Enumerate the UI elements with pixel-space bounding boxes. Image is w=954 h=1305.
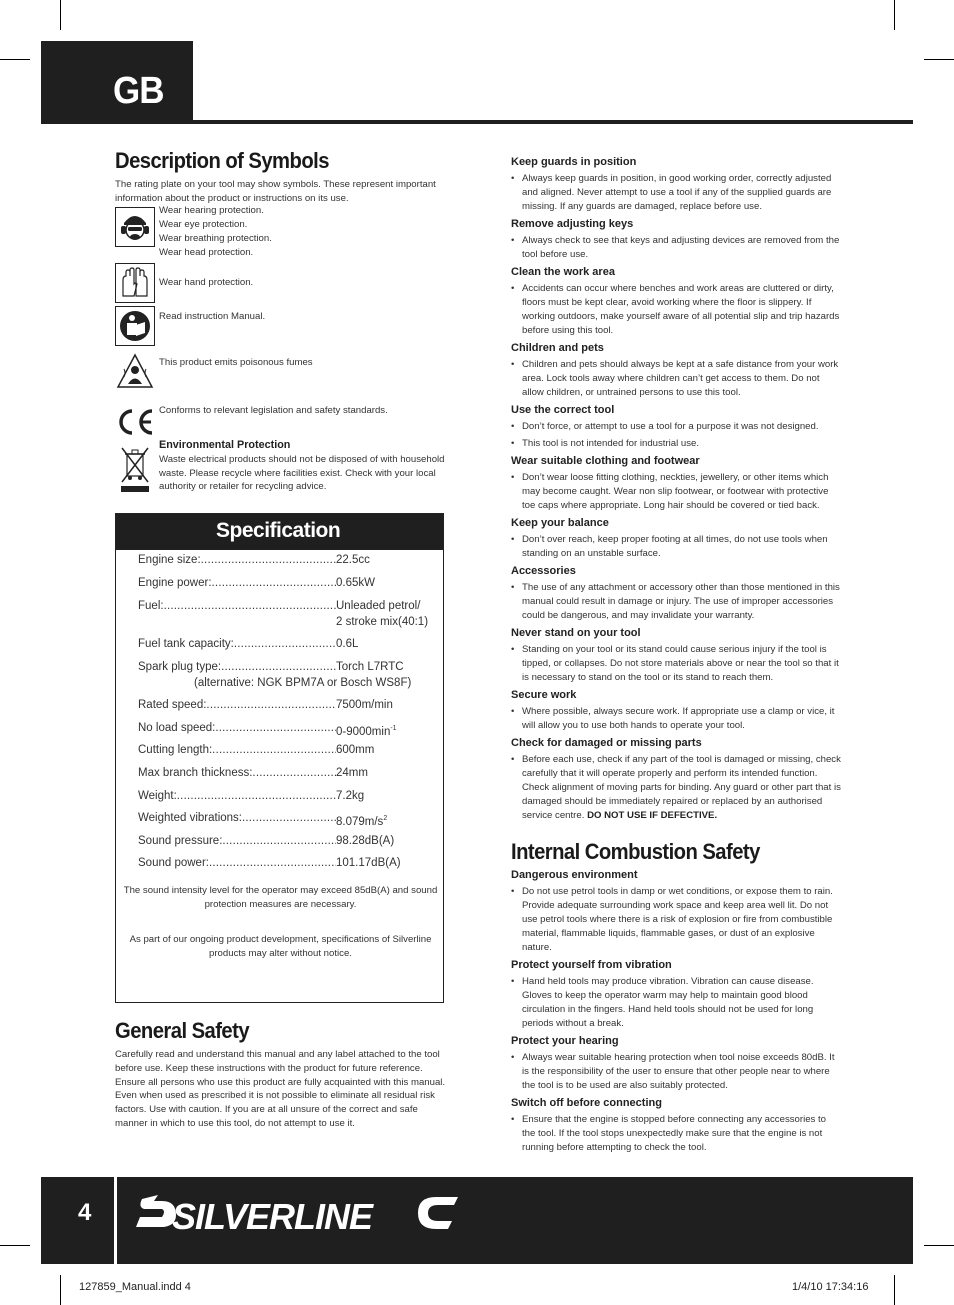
rule-bullet-text: This tool is not intended for industrial use.	[522, 438, 700, 449]
rule-bullet	[511, 437, 841, 451]
spec-row-note: (alternative: NGK BPM7A or Bosch WS8F)	[194, 677, 412, 689]
spec-value	[336, 857, 438, 870]
rule-bullet	[511, 885, 841, 955]
symbol-row-manual	[115, 306, 445, 346]
symbol-line: Read instruction Manual.	[159, 311, 266, 323]
rule-heading: Protect your hearing	[511, 1035, 619, 1047]
spec-label-text: Cutting length:	[138, 744, 213, 756]
symbols-title: Description of Symbols	[115, 148, 329, 173]
crop-mark	[924, 1245, 954, 1246]
crop-mark	[894, 1275, 895, 1305]
spec-label-text: Fuel:	[138, 600, 164, 612]
symbol-line: Wear eye protection.	[159, 219, 248, 231]
leader-dots	[222, 835, 336, 848]
rule-bullet	[511, 1051, 841, 1093]
rule-heading: Keep guards in position	[511, 156, 637, 168]
spec-value-text: Unleaded petrol/	[336, 600, 421, 612]
rule-bullet-text: Always keep guards in position, in good working order, correctly adjusted and aligned. Never attempt to use a tool if any of the supplied guards are missing. If any guards are damaged, replace before use.	[522, 173, 832, 212]
spec-row	[138, 767, 438, 780]
spec-value	[336, 600, 438, 629]
spec-value	[336, 699, 438, 712]
leader-dots	[252, 767, 336, 780]
spec-label-text: Engine power:	[138, 577, 212, 589]
manual-icon	[115, 306, 155, 346]
spec-value	[336, 577, 438, 590]
spec-note-text: The sound intensity level for the operator may exceed 85dB(A) and sound protection measures are necessary.	[123, 885, 438, 910]
leader-dots	[212, 577, 336, 590]
rule-bullet-text: Hand held tools may produce vibration. Vibration can cause disease. Gloves to keep the operator warm may help to maintain good blood circulation in the fingers. Hand held tools should not be used for long periods without a break.	[522, 976, 814, 1029]
rule-bullet-text: Don’t wear loose fitting clothing, neckties, jewellery, or other items which may become caught. Wear non slip footwear, or footwear with protective toe caps where appropriate. Long hair should be covered or tied back.	[522, 472, 829, 511]
rule-warning-text: DO NOT USE IF DEFECTIVE.	[587, 810, 718, 821]
spec-value-superscript: 2	[383, 815, 388, 822]
spec-label-text: Rated speed:	[138, 699, 207, 711]
symbol-line: Wear hearing protection.	[159, 205, 264, 217]
spec-value-text: 101.17dB(A)	[336, 857, 401, 869]
spec-value	[336, 661, 438, 674]
spec-row	[138, 554, 438, 567]
general-safety-section	[115, 1018, 447, 1131]
spec-row	[138, 638, 438, 651]
env-protection-title: Environmental Protection	[159, 439, 291, 452]
rule-heading: Protect yourself from vibration	[511, 959, 672, 971]
spec-label-text: Engine size:	[138, 554, 201, 566]
spec-row	[138, 790, 438, 803]
page-number: 4	[78, 1199, 92, 1226]
rule-bullet	[511, 643, 841, 685]
ppe-head-icon	[115, 207, 155, 247]
leader-dots	[212, 744, 336, 757]
spec-row	[138, 812, 438, 829]
symbol-row-gloves	[115, 263, 445, 303]
footer-divider	[114, 1177, 117, 1264]
symbol-line: Wear head protection.	[159, 247, 254, 259]
spec-value	[336, 790, 438, 803]
spec-label	[138, 857, 336, 870]
rule-bullet	[511, 420, 841, 434]
slug-filename: 127859_Manual.indd 4	[79, 1281, 191, 1293]
rule-heading: Switch off before connecting	[511, 1097, 662, 1109]
spec-value-text: 22.5cc	[336, 554, 370, 566]
leader-dots	[242, 812, 336, 829]
spec-label	[138, 812, 336, 829]
silverline-logo	[136, 1189, 466, 1244]
spec-label	[138, 744, 336, 757]
rule-bullet	[511, 581, 841, 623]
leader-dots	[221, 661, 336, 674]
leader-dots	[209, 857, 336, 870]
spec-label	[138, 577, 336, 590]
spec-row	[138, 699, 438, 712]
rule-bullet	[511, 358, 841, 400]
spec-value-text: 7500m/min	[336, 699, 393, 711]
fumes-icon	[115, 352, 155, 392]
spec-value	[336, 722, 438, 739]
rule-bullet-text: Ensure that the engine is stopped before connecting any accessories to the tool. If the tool stops unexpectedly make sure that the engine is not running before attempting to check the tool.	[522, 1114, 826, 1153]
spec-label	[138, 767, 336, 780]
symbol-row-ppe	[115, 207, 445, 260]
rule-heading: Clean the work area	[511, 266, 615, 278]
spec-label	[138, 722, 336, 739]
rule-bullet	[511, 753, 841, 823]
symbol-row-weee	[115, 441, 445, 495]
rule-bullet	[511, 282, 841, 338]
rule-bullet	[511, 705, 841, 733]
spec-value	[336, 638, 438, 651]
rule-bullet-text: Standing on your tool or its stand could cause serious injury if the tool is tipped, or collapses. Do not store materials above or near the tool so that it is necessary to stand on the tool or its stand to reach them.	[522, 644, 839, 683]
rule-heading: Remove adjusting keys	[511, 218, 634, 230]
symbol-line: Waste electrical products should not be disposed of with household waste. Please recycle where facilities exist. Check with your local authority or retailer for recycling advice.	[159, 454, 445, 493]
rule-heading: Secure work	[511, 689, 577, 701]
rule-bullet	[511, 533, 841, 561]
symbols-section	[115, 148, 445, 495]
specification-title: Specification	[116, 514, 443, 550]
rule-bullet	[511, 975, 841, 1031]
rule-heading: Keep your balance	[511, 517, 609, 529]
symbols-intro: The rating plate on your tool may show symbols. These represent important information about the product or instructions on its use.	[115, 179, 436, 204]
spec-row	[138, 661, 438, 674]
combustion-safety-title: Internal Combustion Safety	[511, 839, 760, 864]
rule-bullet	[511, 172, 841, 214]
spec-value	[336, 812, 438, 829]
crop-mark	[894, 0, 895, 30]
rule-heading: Accessories	[511, 565, 576, 577]
spec-label-text: Spark plug type:	[138, 661, 222, 673]
rule-heading: Use the correct tool	[511, 404, 615, 416]
registered-mark: ®	[448, 1196, 455, 1206]
slug-timestamp: 1/4/10 17:34:16	[792, 1281, 869, 1293]
safety-rules-column	[511, 152, 841, 1155]
symbol-row-ce	[115, 402, 445, 442]
spec-label	[138, 554, 336, 567]
spec-label	[138, 638, 336, 651]
spec-value-text: 600mm	[336, 744, 375, 756]
spec-value-text: 98.28dB(A)	[336, 835, 395, 847]
spec-row	[138, 857, 438, 870]
leader-dots	[201, 554, 336, 567]
leader-dots	[206, 699, 336, 712]
spec-value-text: 24mm	[336, 767, 368, 779]
spec-label-text: Weight:	[138, 790, 177, 802]
general-safety-p2: Even when used as prescribed it is not possible to eliminate all residual risk factors. Use with caution. If you are at all unsure of the correct and safe manner in which to use this tool, do not attempt to use it.	[115, 1090, 435, 1129]
crop-mark	[60, 1275, 61, 1305]
specification-box	[115, 513, 444, 1003]
spec-label	[138, 790, 336, 803]
spec-value-text: 0-9000min	[336, 725, 391, 738]
spec-value	[336, 835, 438, 848]
spec-label	[138, 835, 336, 848]
brand-wordmark: SILVERLINE	[172, 1196, 373, 1237]
rule-bullet-text: Always wear suitable hearing protection when tool noise exceeds 80dB. It is the responsibility of the user to ensure that other people near to where the tool is to be used are also suitably protected.	[522, 1052, 835, 1091]
rule-bullet-text: Don’t force, or attempt to use a tool for a purpose it was not designed.	[522, 421, 819, 432]
rule-bullet-text: Don’t over reach, keep proper footing at all times, do not use tools when standing on an unstable surface.	[522, 534, 828, 559]
spec-label	[138, 661, 336, 674]
general-safety-title: General Safety	[115, 1018, 250, 1043]
spec-label-text: Fuel tank capacity:	[138, 638, 234, 650]
rule-bullet-text: Accidents can occur where benches and work areas are cluttered or dirty, floors must be kept clear, avoid working where the floor is slippery. If working outdoors, make yourself aware of all potential slip and trip hazards before using this tool.	[522, 283, 840, 336]
spec-value-line2: 2 stroke mix(40:1)	[336, 616, 429, 628]
rule-bullet-text: Where possible, always secure work. If appropriate use a clamp or vice, it will allow you to use both hands to operate your tool.	[522, 706, 835, 731]
spec-value-text: 0.65kW	[336, 577, 375, 589]
spec-value-superscript: -1	[390, 725, 397, 732]
footer-bar	[41, 1177, 913, 1264]
rule-heading: Check for damaged or missing parts	[511, 737, 702, 749]
rule-bullet-text: Do not use petrol tools in damp or wet conditions, or expose them to rain. Provide adequate surrounding work space and keep area well lit. Do not use petrol tools where there is a risk of explosion or fire from combustible material, flammable liquids, flammable gases, or dust of an explosive nature.	[522, 886, 833, 953]
spec-value-text: 8.079m/s	[336, 815, 384, 828]
spec-row	[138, 722, 438, 739]
leader-dots	[234, 638, 336, 651]
rule-heading: Never stand on your tool	[511, 627, 641, 639]
spec-value	[336, 744, 438, 757]
spec-label-text: Weighted vibrations:	[138, 812, 242, 824]
rule-bullet	[511, 234, 841, 262]
spec-value-text: Torch L7RTC	[336, 661, 404, 673]
spec-note-text: As part of our ongoing product development, specifications of Silverline products may alter without notice.	[129, 934, 432, 959]
weee-bin-icon	[115, 441, 155, 495]
rule-heading: Dangerous environment	[511, 869, 638, 881]
rule-bullet-text: Children and pets should always be kept at a safe distance from your work area. Lock tools away where children can’t get access to them. Do not allow children, or untrained persons to use this tool.	[522, 359, 839, 398]
header-rule	[41, 120, 913, 124]
crop-mark	[0, 1245, 30, 1246]
spec-label-text: Sound pressure:	[138, 835, 223, 847]
spec-label-text: Max branch thickness:	[138, 767, 253, 779]
rule-heading: Children and pets	[511, 342, 604, 354]
spec-label-text: No load speed:	[138, 722, 216, 734]
ce-mark-icon	[115, 402, 155, 442]
rule-bullet	[511, 1113, 841, 1155]
crop-mark	[924, 59, 954, 60]
spec-note-sound	[116, 884, 445, 912]
rule-bullet	[511, 471, 841, 513]
language-code: GB	[113, 70, 164, 112]
crop-mark	[60, 0, 61, 30]
symbol-line: Wear breathing protection.	[159, 233, 272, 245]
spec-row	[138, 577, 438, 590]
symbol-line: Wear hand protection.	[159, 277, 254, 289]
crop-mark	[0, 59, 30, 60]
rule-bullet-text: Always check to see that keys and adjusting devices are removed from the tool before use.	[522, 235, 840, 260]
gloves-icon	[115, 263, 155, 303]
symbol-line: This product emits poisonous fumes	[159, 357, 313, 369]
spec-value	[336, 554, 438, 567]
spec-row	[138, 600, 438, 629]
general-safety-p1: Carefully read and understand this manual and any label attached to the tool before use. Keep these instructions with the product for future reference. Ensure all persons who use this product are fully acquainted with this manual.	[115, 1049, 446, 1088]
rule-heading: Wear suitable clothing and footwear	[511, 455, 700, 467]
rule-bullet-text: Before each use, check if any part of the tool is damaged or missing, check carefully that it will operate properly and perform its intended function. Check alignment of moving parts for binding. Any guard or other part that is damaged should be immediately repaired or replaced by an authorised service centre.	[522, 754, 841, 821]
leader-dots	[215, 722, 336, 739]
spec-label	[138, 699, 336, 712]
leader-dots	[177, 790, 336, 803]
spec-value-text: 7.2kg	[336, 790, 365, 802]
spec-value-text: 0.6L	[336, 638, 359, 650]
leader-dots	[164, 600, 336, 629]
spec-value	[336, 767, 438, 780]
rule-bullet-text: The use of any attachment or accessory other than those mentioned in this manual could result in damage or injury. The use of improper accessories could be dangerous, and may invalidate your warranty.	[522, 582, 840, 621]
symbol-line: Conforms to relevant legislation and safety standards.	[159, 405, 388, 417]
symbol-row-fumes	[115, 352, 445, 392]
spec-label-text: Sound power:	[138, 857, 209, 869]
spec-label	[138, 600, 336, 629]
spec-row	[138, 835, 438, 848]
spec-row	[138, 744, 438, 757]
spec-note-development	[116, 933, 445, 961]
